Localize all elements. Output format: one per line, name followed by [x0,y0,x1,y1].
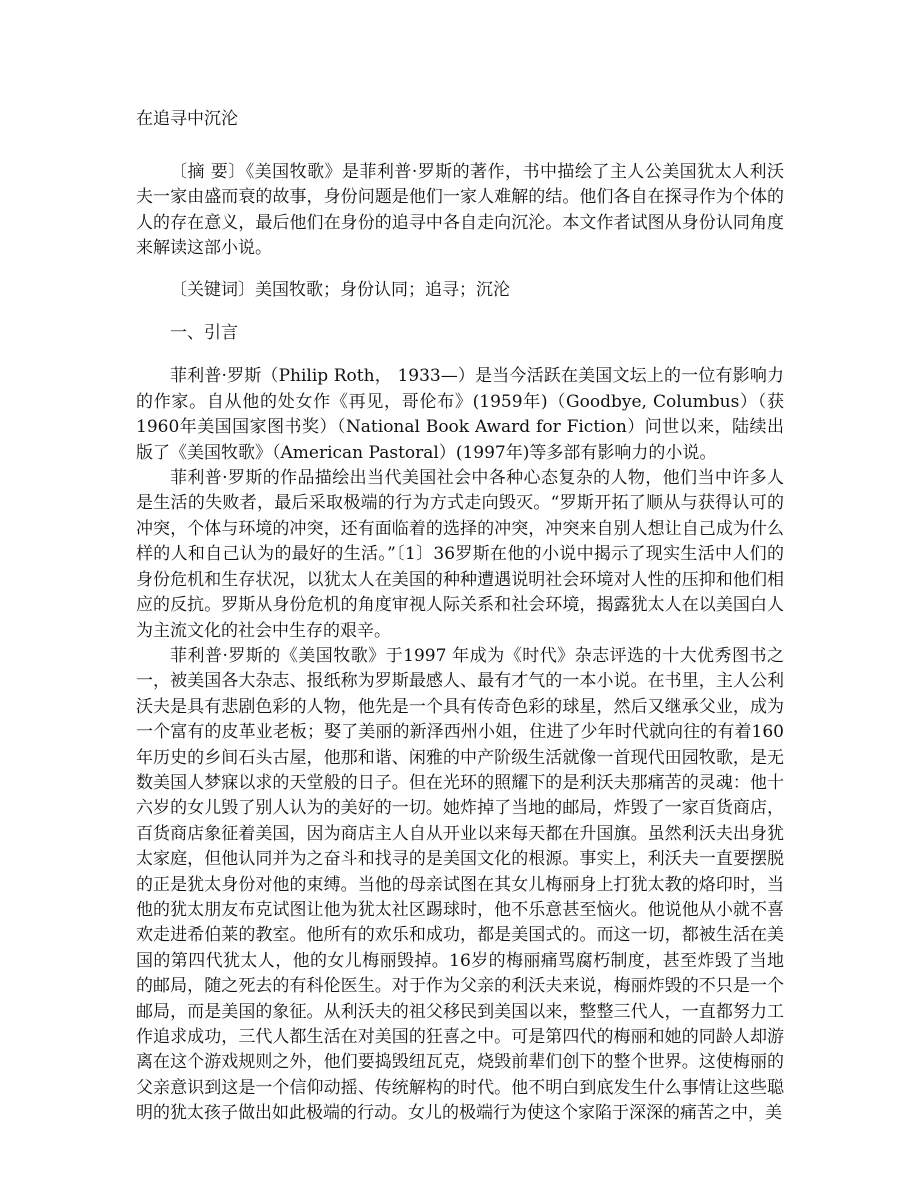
body-paragraph-3: 菲利普·罗斯的《美国牧歌》于1997 年成为《时代》杂志评选的十大优秀图书之一，被美国各大杂志、报纸称为罗斯最感人、最有才气的一本小说。在书里，主人公利沃夫是具有悲剧色彩的人物，他先是一个具有传奇色彩的球星，然后又继承父业，成为一个富有的皮革业老板；娶了美丽的新泽西州小姐，住进了少年时代就向往的有着160年历史的乡间石头古屋，他那和谐、闲雅的中产阶级生活就像一首现代田园牧歌，是无数美国人梦寐以求的天堂般的日子。但在光环的照耀下的是利沃夫那痛苦的灵魂：他十六岁的女儿毁了别人认为的美好的一切。她炸掉了当地的邮局，炸毁了一家百货商店，百货商店象征着美国，因为商店主人自从开业以来每天都在升国旗。虽然利沃夫出身犹太家庭，但他认同并为之奋斗和找寻的是美国文化的根源。事实上，利沃夫一直要摆脱的正是犹太身份对他的束缚。当他的母亲试图在其女儿梅丽身上打犹太教的烙印时，当他的犹太朋友布克试图让他为犹太社区踢球时，他不乐意甚至恼火。他说他从小就不喜欢走进希伯莱的教室。他所有的欢乐和成功，都是美国式的。而这一切，都被生活在美国的第四代犹太人，他的女儿梅丽毁掉。16岁的梅丽痛骂腐朽制度，甚至炸毁了当地的邮局，随之死去的有科伦医生。对于作为父亲的利沃夫来说，梅丽炸毁的不只是一个邮局，而是美国的象征。从利沃夫的祖父移民到美国以来，整整三代人，一直都努力工作追求成功，三代人都生活在对美国的狂喜之中。可是第四代的梅丽和她的同龄人却游离在这个游戏规则之外，他们要捣毁纽瓦克，烧毁前辈们创下的整个世界。这使梅丽的父亲意识到这是一个信仰动摇、传统解构的时代。他不明白到底发生什么事情让这些聪明的犹太孩子做出如此极端的行动。女儿的极端行为使这个家陷于深深的痛苦之中，美 [136,645,784,1124]
abstract-paragraph: 〔摘 要〕《美国牧歌》是菲利普·罗斯的著作，书中描绘了主人公美国犹太人利沃夫一家由盛而衰的故事，身份问题是他们一家人难解的结。他们各自在探寻作为个体的人的存在意义，最后他们在身份的追寻中各自走向沉沦。本文作者试图从身份认同角度来解读这部小说。 [136,162,784,259]
section-heading: 一、引言 [170,323,238,344]
document-title: 在追寻中沉沦 [136,109,238,129]
body-paragraph-1: 菲利普·罗斯（Philip Roth， 1933—）是当今活跃在美国文坛上的一位有影响力的作家。自从他的处女作《再见，哥伦布》(1959年)（Goodbye, Columbus）（获1960年美国国家图书奖）（National Book Award for Fiction）问世以来，陆续出版了《美国牧歌》（American Pastoral）(1997年)等多部有影响力的小说。 [136,366,784,463]
document-page [136,92,784,1127]
body-paragraph-2: 菲利普·罗斯的作品描绘出当代美国社会中各种心态复杂的人物，他们当中许多人是生活的失败者，最后采取极端的行为方式走向毁灭。“罗斯开拓了顺从与获得认可的冲突，个体与环境的冲突，还有面临着的选择的冲突，冲突来自别人想让自己成为什么样的人和自己认为的最好的生活。”〔1〕36罗斯在他的小说中揭示了现实生活中人们的身份危机和生存状况，以犹太人在美国的种种遭遇说明社会环境对人性的压抑和他们相应的反抗。罗斯从身份危机的角度审视人际关系和社会环境，揭露犹太人在以美国白人为主流文化的社会中生存的艰辛。 [136,468,784,641]
keywords-paragraph: 〔关键词〕美国牧歌；身份认同；追寻；沉沦 [170,279,510,300]
